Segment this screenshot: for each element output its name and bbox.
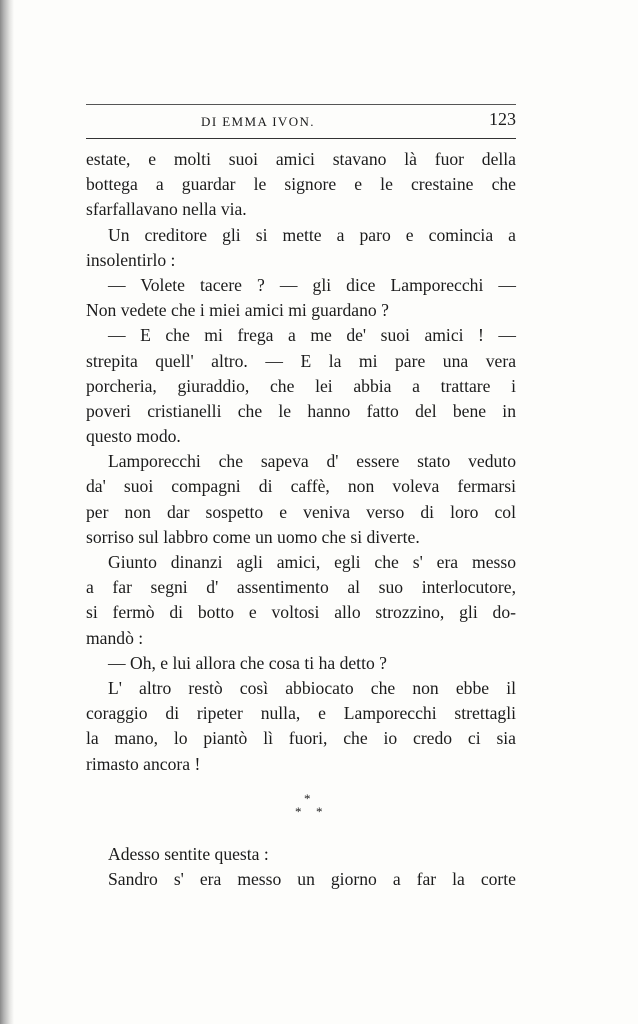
asterism-star: *	[304, 791, 311, 806]
text-line: da' suoi compagni di caffè, non voleva fermarsi	[86, 476, 516, 497]
header-rule-bottom	[86, 138, 516, 139]
page-number: 123	[489, 109, 516, 129]
text-line: per non dar sospetto e veniva verso di loro col	[86, 501, 516, 522]
body-text	[86, 147, 516, 777]
text-line: Sandro s' era messo un giorno a far la corte	[108, 869, 516, 890]
text-line: insolentirlo :	[86, 249, 176, 270]
text-line: strepita quell' altro. — E la mi pare una vera	[86, 350, 516, 371]
text-line: Giunto dinanzi agli amici, egli che s' era messo	[108, 552, 516, 572]
text-line: mandò :	[86, 627, 144, 648]
text-line: Un creditore gli si mette a paro e comincia a	[108, 224, 516, 245]
running-title: DI EMMA IVON.	[201, 114, 315, 129]
asterism-star: *	[295, 804, 302, 819]
text-line: poveri cristianelli che le hanno fatto del bene in	[86, 400, 516, 421]
text-line: bottega a guardar le signore e le crestaine che	[86, 174, 516, 195]
text-line: questo modo.	[86, 426, 181, 447]
text-line: coraggio di ripeter nulla, e Lamporecchi strettagli	[86, 703, 516, 724]
running-header	[86, 109, 516, 133]
text-line: estate, e molti suoi amici stavano là fuor della	[86, 149, 516, 169]
text-line: la mano, lo piantò lì fuori, che io credo ci sia	[86, 728, 516, 749]
text-line: — E che mi frega a me de' suoi amici ! —	[108, 325, 516, 346]
next-section-text	[86, 842, 516, 892]
text-line: Non vedete che i miei amici mi guardano ?	[86, 300, 389, 321]
text-line: — Volete tacere ? — gli dice Lamporecchi —	[108, 274, 516, 295]
text-line: sfarfallavano nella via.	[86, 199, 247, 220]
text-line: Lamporecchi che sapeva d' essere stato veduto	[108, 451, 516, 472]
text-line: sorriso sul labbro come un uomo che si diverte.	[86, 526, 420, 547]
asterism-star: *	[316, 804, 323, 819]
text-line: L' altro restò così abbiocato che non ebbe il	[108, 677, 516, 698]
text-line: — Oh, e lui allora che cosa ti ha detto ?	[108, 652, 387, 673]
section-break-asterism	[270, 792, 340, 822]
text-line: Adesso sentite questa :	[108, 844, 269, 864]
text-line: porcheria, giuraddio, che lei abbia a trattare i	[86, 375, 516, 396]
text-line: a far segni d' assentimento al suo interlocutore,	[86, 577, 516, 598]
text-line: si fermò di botto e voltosi allo strozzino, gli do-	[86, 602, 516, 623]
header-rule-top	[86, 104, 516, 105]
text-line: rimasto ancora !	[86, 753, 201, 774]
page-binding-edge	[0, 0, 14, 1024]
